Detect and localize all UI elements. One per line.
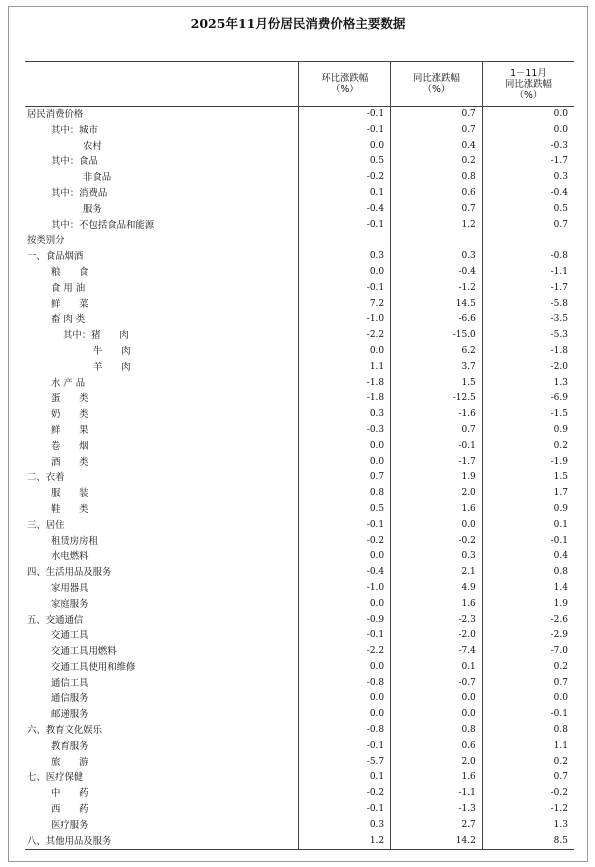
table-row [25, 534, 574, 550]
cell-mom: -0.8 [299, 723, 391, 739]
header-yoy-line2: （%） [422, 84, 451, 95]
cell-ytd: 0.7 [553, 219, 568, 230]
cell-ytd: -3.5 [550, 314, 568, 325]
header-ytd [482, 62, 574, 107]
table-row [25, 834, 574, 850]
row-label: 五、交通通信 [25, 613, 299, 629]
cell-mom: -1.0 [299, 581, 391, 597]
table-row [25, 644, 574, 660]
table-row [25, 218, 574, 234]
cell-mom: -0.9 [299, 613, 391, 629]
cell-mom: -0.1 [299, 628, 391, 644]
table-row [25, 565, 574, 581]
row-label: 交通工具使用和维修 [25, 660, 299, 676]
cell-yoy: 1.9 [391, 470, 483, 486]
table-header-row [25, 62, 574, 107]
cell-yoy: 2.0 [391, 486, 483, 502]
table-row [25, 581, 574, 597]
cell-mom: 1.2 [299, 834, 391, 850]
cell-ytd: -1.1 [550, 266, 568, 277]
cell-mom: -1.0 [299, 312, 391, 328]
cell-mom: -0.1 [299, 123, 391, 139]
cell-yoy: 0.2 [391, 154, 483, 170]
row-label: 租赁房房租 [25, 534, 299, 550]
table-row [25, 660, 574, 676]
cell-ytd: -1.8 [550, 345, 568, 356]
header-mom-line1: 环比涨跌幅 [321, 73, 369, 84]
cell-yoy: -1.2 [391, 281, 483, 297]
cell-ytd: -1.2 [550, 804, 568, 815]
row-label: 按类别分 [25, 233, 299, 249]
row-label: 邮递服务 [25, 707, 299, 723]
header-blank [25, 62, 299, 107]
cell-ytd: 0.0 [553, 124, 568, 135]
table-row [25, 755, 574, 771]
table-row [25, 170, 574, 186]
cell-mom: 0.0 [299, 660, 391, 676]
cell-yoy: 1.5 [391, 376, 483, 392]
cell-yoy: 0.4 [391, 139, 483, 155]
row-label: 交通工具 [25, 628, 299, 644]
cell-ytd: 1.1 [553, 740, 568, 751]
cell-mom: -0.1 [299, 802, 391, 818]
cell-ytd: -0.2 [550, 788, 568, 799]
cell-ytd: 1.4 [553, 582, 568, 593]
document-title: 2025年11月份居民消费价格主要数据 [190, 16, 406, 31]
cell-mom: -0.2 [299, 170, 391, 186]
table-row [25, 360, 574, 376]
cell-ytd: -0.8 [550, 251, 568, 262]
row-label: 居民消费价格 [25, 107, 299, 123]
row-label: 四、生活用品及服务 [25, 565, 299, 581]
table-row [25, 691, 574, 707]
cell-yoy: 1.2 [391, 218, 483, 234]
row-label: 牛 肉 [25, 344, 299, 360]
cell-yoy: -1.3 [391, 802, 483, 818]
header-ytd-line2: 同比涨跌幅 [504, 78, 552, 90]
table-row [25, 265, 574, 281]
cell-mom: 0.0 [299, 344, 391, 360]
cell-mom: -0.8 [299, 676, 391, 692]
cell-mom: -0.4 [299, 565, 391, 581]
cell-mom: 0.3 [299, 407, 391, 423]
cell-mom: -1.8 [299, 391, 391, 407]
cell-yoy: -0.1 [391, 439, 483, 455]
row-label: 西 药 [25, 802, 299, 818]
cell-yoy: 0.1 [391, 660, 483, 676]
cell-mom: 0.0 [299, 265, 391, 281]
row-label: 羊 肉 [25, 360, 299, 376]
row-label: 其中：城市 [25, 123, 299, 139]
row-label: 鞋 类 [25, 502, 299, 518]
cell-yoy: -0.4 [391, 265, 483, 281]
cell-ytd: 1.9 [553, 598, 568, 609]
row-label: 卷 烟 [25, 439, 299, 455]
row-label: 服务 [25, 202, 299, 218]
table-row [25, 376, 574, 392]
cell-yoy: 14.5 [391, 297, 483, 313]
cell-mom: 0.1 [299, 770, 391, 786]
cell-yoy: 0.7 [391, 123, 483, 139]
header-ytd-line3: （%） [514, 89, 543, 101]
cell-ytd: 0.8 [553, 725, 568, 736]
cell-yoy: -2.0 [391, 628, 483, 644]
row-label: 水电燃料 [25, 549, 299, 565]
table-row [25, 154, 574, 170]
cell-yoy: -6.6 [391, 312, 483, 328]
table-row [25, 470, 574, 486]
cell-mom: 0.0 [299, 707, 391, 723]
cell-ytd: -0.1 [550, 709, 568, 720]
cell-yoy: 2.1 [391, 565, 483, 581]
row-label: 七、医疗保健 [25, 770, 299, 786]
cell-ytd: 0.0 [553, 693, 568, 704]
row-label: 畜 肉 类 [25, 312, 299, 328]
table-row [25, 407, 574, 423]
row-label: 教育服务 [25, 739, 299, 755]
row-label: 农村 [25, 139, 299, 155]
row-label: 奶 类 [25, 407, 299, 423]
row-label: 鲜 果 [25, 423, 299, 439]
header-yoy-line1: 同比涨跌幅 [413, 73, 460, 84]
row-label: 六、教育文化娱乐 [25, 723, 299, 739]
cell-ytd: 0.5 [553, 203, 568, 214]
cell-ytd: -1.5 [550, 409, 568, 420]
cell-mom: 0.7 [299, 470, 391, 486]
cell-ytd: -0.4 [550, 187, 568, 198]
cell-yoy: -1.6 [391, 407, 483, 423]
table-row [25, 107, 574, 123]
cell-ytd: 0.4 [553, 551, 568, 562]
table-row [25, 770, 574, 786]
document-page [8, 6, 588, 862]
cell-yoy: 0.3 [391, 249, 483, 265]
cell-ytd: -2.9 [550, 630, 568, 641]
table-row [25, 281, 574, 297]
cell-ytd: 8.5 [482, 834, 574, 850]
cell-yoy: 2.7 [391, 818, 483, 834]
table-row [25, 297, 574, 313]
cell-ytd: -1.9 [550, 456, 568, 467]
cell-yoy: -0.2 [391, 534, 483, 550]
row-label: 一、食品烟酒 [25, 249, 299, 265]
table-row [25, 628, 574, 644]
cell-yoy: 1.6 [391, 597, 483, 613]
cell-ytd: 0.2 [553, 440, 568, 451]
table-row [25, 613, 574, 629]
cell-mom: -0.4 [299, 202, 391, 218]
cell-ytd: 1.7 [553, 488, 568, 499]
table-row [25, 707, 574, 723]
cell-ytd: 1.3 [553, 819, 568, 830]
row-label: 酒 类 [25, 455, 299, 471]
cell-ytd [482, 233, 574, 249]
row-label: 家用器具 [25, 581, 299, 597]
row-label: 八、其他用品及服务 [25, 834, 299, 850]
table-row [25, 818, 574, 834]
cell-mom: 0.3 [299, 818, 391, 834]
cell-yoy: 3.7 [391, 360, 483, 376]
header-mom [299, 62, 391, 107]
header-yoy [391, 62, 483, 107]
cell-ytd: -5.3 [550, 330, 568, 341]
row-label: 通信工具 [25, 676, 299, 692]
cell-yoy: -1.1 [391, 786, 483, 802]
table-row [25, 344, 574, 360]
row-label: 食 用 油 [25, 281, 299, 297]
table-row [25, 802, 574, 818]
cell-ytd: -6.9 [550, 393, 568, 404]
cell-mom: 0.3 [299, 249, 391, 265]
cell-mom: -1.8 [299, 376, 391, 392]
cell-mom: 0.0 [299, 597, 391, 613]
cell-yoy: 4.9 [391, 581, 483, 597]
cell-ytd: 0.7 [553, 677, 568, 688]
cell-mom: 0.5 [299, 502, 391, 518]
row-label: 交通工具用燃料 [25, 644, 299, 660]
row-label: 服 装 [25, 486, 299, 502]
cell-ytd: 0.1 [553, 519, 568, 530]
row-label: 通信服务 [25, 691, 299, 707]
table-row [25, 249, 574, 265]
row-label: 蛋 类 [25, 391, 299, 407]
cell-yoy: 0.0 [391, 691, 483, 707]
table-row [25, 739, 574, 755]
cell-ytd: -0.3 [550, 140, 568, 151]
table-row [25, 312, 574, 328]
table-row [25, 439, 574, 455]
cell-ytd: 0.8 [553, 567, 568, 578]
cell-mom: 0.0 [299, 455, 391, 471]
cell-ytd: 0.7 [553, 772, 568, 783]
cell-ytd: -0.1 [550, 535, 568, 546]
cell-ytd: -2.0 [550, 361, 568, 372]
cpi-data-table [25, 61, 574, 850]
cell-mom: -2.2 [299, 644, 391, 660]
table-row [25, 597, 574, 613]
row-label: 中 药 [25, 786, 299, 802]
cell-ytd: 0.0 [553, 109, 568, 119]
row-label: 其中：猪 肉 [25, 328, 299, 344]
table-row [25, 455, 574, 471]
cell-mom: 0.1 [299, 186, 391, 202]
cell-yoy: -15.0 [391, 328, 483, 344]
row-label: 水 产 品 [25, 376, 299, 392]
cell-yoy: 0.7 [391, 423, 483, 439]
table-row [25, 328, 574, 344]
row-label: 其中：食品 [25, 154, 299, 170]
cell-mom: -0.1 [299, 281, 391, 297]
cell-ytd: -1.7 [550, 282, 568, 293]
table-row [25, 486, 574, 502]
cell-mom: 0.0 [299, 139, 391, 155]
cell-yoy [391, 233, 483, 249]
cell-mom: -0.1 [299, 739, 391, 755]
cell-ytd: 0.9 [553, 503, 568, 514]
cell-mom: 0.0 [299, 439, 391, 455]
header-ytd-line1: 1－11月 [510, 67, 547, 79]
cell-yoy: 14.2 [391, 834, 483, 850]
row-label: 家庭服务 [25, 597, 299, 613]
table-row [25, 723, 574, 739]
table-row [25, 549, 574, 565]
cell-yoy: -7.4 [391, 644, 483, 660]
cell-ytd: 1.3 [553, 377, 568, 388]
cell-mom: -0.1 [299, 218, 391, 234]
cell-mom: 7.2 [299, 297, 391, 313]
cell-ytd: 0.3 [553, 172, 568, 183]
cell-mom: -2.2 [299, 328, 391, 344]
row-label: 医疗服务 [25, 818, 299, 834]
cell-yoy: -12.5 [391, 391, 483, 407]
row-label: 鲜 菜 [25, 297, 299, 313]
cell-yoy: 0.0 [391, 707, 483, 723]
cell-yoy: 0.7 [391, 202, 483, 218]
row-label: 旅 游 [25, 755, 299, 771]
table-row [25, 202, 574, 218]
table-row [25, 186, 574, 202]
table-row [25, 502, 574, 518]
cell-yoy: -2.3 [391, 613, 483, 629]
cell-ytd: 0.2 [553, 661, 568, 672]
cell-ytd: -7.0 [550, 646, 568, 657]
row-label: 三、居住 [25, 518, 299, 534]
cell-yoy: -1.7 [391, 455, 483, 471]
cell-yoy: -0.7 [391, 676, 483, 692]
cell-yoy: 0.6 [391, 739, 483, 755]
cell-ytd: -1.7 [550, 156, 568, 167]
row-label: 二、衣着 [25, 470, 299, 486]
cell-mom: 0.0 [299, 549, 391, 565]
cell-yoy: 0.7 [391, 107, 483, 123]
table-row [25, 139, 574, 155]
cell-mom: -0.1 [299, 518, 391, 534]
row-label: 其中：不包括食品和能源 [25, 218, 299, 234]
row-label: 粮 食 [25, 265, 299, 281]
table-row [25, 518, 574, 534]
table-row [25, 123, 574, 139]
table-row [25, 786, 574, 802]
cell-ytd: -5.8 [550, 298, 568, 309]
cell-ytd: 1.5 [553, 472, 568, 483]
cell-yoy: 6.2 [391, 344, 483, 360]
cell-yoy: 0.0 [391, 518, 483, 534]
cell-mom: -0.2 [299, 786, 391, 802]
cell-mom: 1.1 [299, 360, 391, 376]
cell-mom [299, 233, 391, 249]
cell-yoy: 0.6 [391, 186, 483, 202]
cell-yoy: 0.8 [391, 170, 483, 186]
cell-mom: 0.0 [299, 691, 391, 707]
table-row [25, 233, 574, 249]
cell-mom: -0.3 [299, 423, 391, 439]
cell-mom: 0.5 [299, 154, 391, 170]
table-row [25, 391, 574, 407]
cell-mom: -0.1 [299, 107, 391, 123]
cell-mom: 0.8 [299, 486, 391, 502]
header-mom-line2: （%） [330, 84, 359, 95]
table-row [25, 676, 574, 692]
row-label: 非食品 [25, 170, 299, 186]
cell-yoy: 2.0 [391, 755, 483, 771]
cell-yoy: 1.6 [391, 770, 483, 786]
cell-mom: -5.7 [299, 755, 391, 771]
cell-yoy: 0.3 [391, 549, 483, 565]
cell-yoy: 0.8 [391, 723, 483, 739]
cell-ytd: 0.9 [553, 424, 568, 435]
cell-ytd: 0.2 [553, 756, 568, 767]
table-row [25, 423, 574, 439]
cell-mom: -0.2 [299, 534, 391, 550]
row-label: 其中：消费品 [25, 186, 299, 202]
cell-yoy: 1.6 [391, 502, 483, 518]
cell-ytd: -2.6 [550, 614, 568, 625]
